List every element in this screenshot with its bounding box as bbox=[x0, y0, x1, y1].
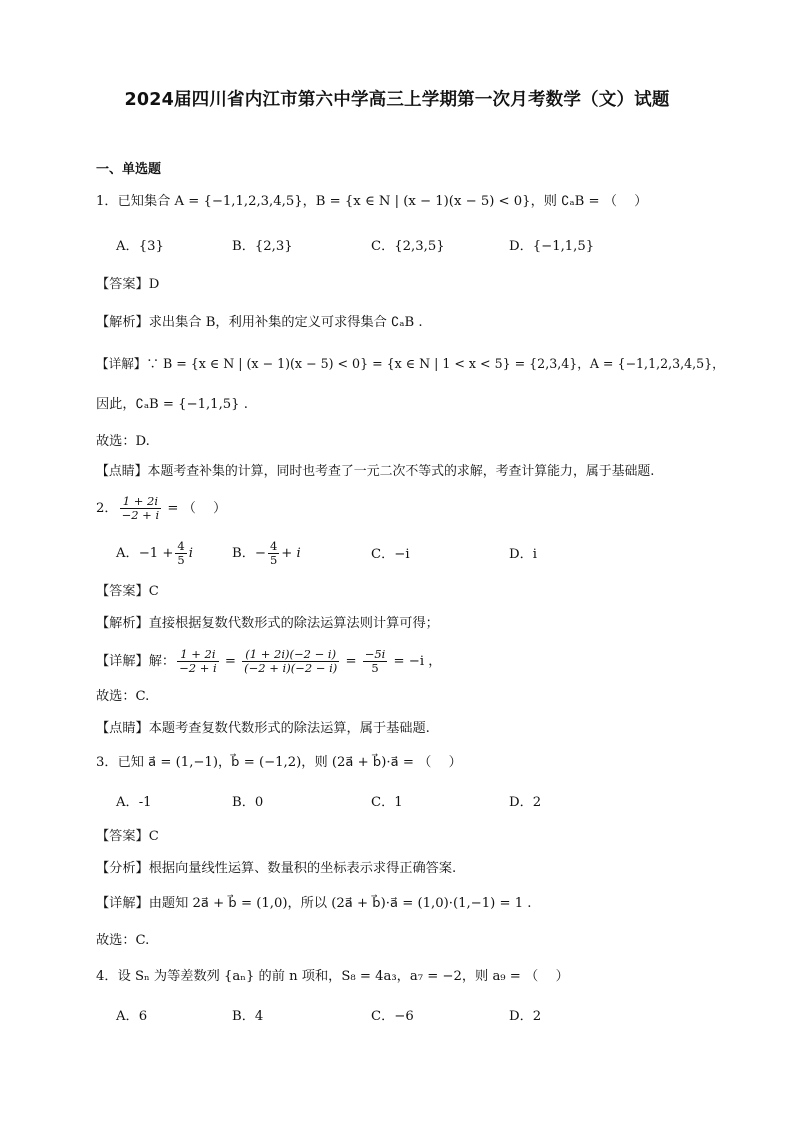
q2-option-b-denominator: 5 bbox=[269, 553, 278, 567]
q2-detail-f3-numerator: −5i bbox=[364, 647, 386, 661]
q2-detail-prefix: 【详解】解： bbox=[96, 654, 176, 669]
q2-option-b bbox=[232, 540, 301, 567]
q2-answer: 【答案】C bbox=[96, 584, 159, 599]
q2-detail-f3-denominator: 5 bbox=[371, 661, 379, 675]
q2-option-a-suffix: i bbox=[188, 546, 193, 561]
q2-detail-f2-numerator: (1 + 2i)(−2 − i) bbox=[242, 648, 339, 662]
q2-stem bbox=[96, 495, 226, 522]
q1-choose: 故选：D. bbox=[96, 434, 150, 449]
q2-option-a-denominator: 5 bbox=[177, 553, 185, 567]
q1-option-d: D．{−1,1,5} bbox=[509, 239, 595, 254]
q2-option-b-numerator: 4 bbox=[269, 539, 278, 553]
q2-option-a bbox=[116, 540, 193, 567]
q2-choose: 故选：C. bbox=[96, 689, 150, 704]
q3-option-a: A．-1 bbox=[116, 795, 152, 810]
q4-stem: 4．设 Sₙ 为等差数列 {aₙ} 的前 n 项和，S₈ = 4a₃，a₇ = −2，则 a₉ = （ ） bbox=[96, 969, 569, 984]
q1-option-c: C．{2,3,5} bbox=[371, 239, 445, 254]
q1-answer: 【答案】D bbox=[96, 277, 160, 292]
q1-stem: 1．已知集合 A = {−1,1,2,3,4,5}，B = {x ∈ N | (x − 1)(x − 5) < 0}，则 ∁ₐB = （ ） bbox=[96, 194, 648, 209]
q2-option-a-prefix: A．−1 + bbox=[116, 546, 174, 561]
q2-number: 2． bbox=[96, 501, 118, 516]
q3-option-c: C．1 bbox=[371, 795, 403, 810]
q2-fraction-denominator: −2 + i bbox=[121, 508, 160, 522]
q2-detail-fraction-3 bbox=[363, 648, 388, 675]
q4-option-d: D．2 bbox=[509, 1009, 542, 1024]
q2-detail: 【详解】解： $\frac{1 + 2i}{-2 + i}$ = $\frac{(1 + 2i)(-2 - i)}{(-2 + i)(-2 - i)}$ = $\frac{-5i}{5}$ = −i ， bbox=[96, 647, 442, 675]
q4-option-a: A．6 bbox=[116, 1009, 148, 1024]
q3-option-d: D．2 bbox=[509, 795, 542, 810]
page-title: 2024届四川省内江市第六中学高三上学期第一次月考数学（文）试题 bbox=[124, 90, 670, 110]
q1-option-b: B．{2,3} bbox=[232, 239, 293, 254]
q3-stem: 3．已知 a⃗ = (1,−1)，b⃗ = (−1,2)，则 (2a⃗ + b⃗)·a⃗ = （ ） bbox=[96, 755, 462, 770]
q2-analysis: 【解析】直接根据复数代数形式的除法运算法则计算可得； bbox=[96, 616, 439, 631]
q1-option-a: A．{3} bbox=[116, 239, 164, 254]
q1-detail: 【详解】∵ B = {x ∈ N | (x − 1)(x − 5) < 0} = {x ∈ N | 1 < x < 5} = {2,3,4}，A = {−1,1,2,3,4,5}， bbox=[96, 356, 725, 371]
q2-option-d: D．i bbox=[509, 547, 537, 562]
q2-detail-f1-numerator: 1 + 2i bbox=[177, 648, 219, 662]
q2-detail-f2-denominator: (−2 + i)(−2 − i) bbox=[244, 661, 338, 675]
q4-option-c: C．−6 bbox=[371, 1009, 414, 1024]
q3-answer: 【答案】C bbox=[96, 829, 159, 844]
q2-detail-fraction-1 bbox=[177, 648, 219, 675]
q1-therefore: 因此，∁ₐB = {−1,1,5} . bbox=[96, 397, 248, 412]
q2-stem-suffix: = （ ） bbox=[167, 501, 227, 516]
q2-comment: 【点睛】本题考查复数代数形式的除法运算，属于基础题. bbox=[96, 721, 430, 736]
section-heading: 一、单选题 bbox=[96, 162, 162, 177]
q2-option-a-numerator: 4 bbox=[177, 539, 185, 553]
q2-fraction-numerator: 1 + 2i bbox=[120, 495, 162, 509]
q2-fraction bbox=[120, 495, 162, 522]
q3-option-b: B．0 bbox=[232, 795, 264, 810]
q2-option-b-prefix: B．− bbox=[232, 546, 266, 561]
q1-comment: 【点睛】本题考查补集的计算，同时也考查了一元二次不等式的求解，考查计算能力，属于基础题. bbox=[96, 464, 655, 479]
q2-option-b-suffix: + i bbox=[281, 546, 301, 561]
q2-detail-fraction-2 bbox=[242, 648, 339, 675]
q2-detail-suffix: = −i ， bbox=[393, 654, 442, 669]
q2-option-a-fraction bbox=[175, 540, 186, 567]
q3-detail: 【详解】由题知 2a⃗ + b⃗ = (1,0)，所以 (2a⃗ + b⃗)·a⃗ = (1,0)·(1,−1) = 1 . bbox=[96, 896, 532, 911]
q3-analysis: 【分析】根据向量线性运算、数量积的坐标表示求得正确答案. bbox=[96, 861, 457, 876]
q2-detail-f1-denominator: −2 + i bbox=[179, 661, 217, 675]
q2-option-c: C．−i bbox=[371, 547, 410, 562]
q1-analysis: 【解析】求出集合 B，利用补集的定义可求得集合 ∁ₐB . bbox=[96, 315, 423, 330]
q2-option-b-fraction bbox=[268, 540, 279, 567]
q4-option-b: B．4 bbox=[232, 1009, 264, 1024]
q3-choose: 故选：C. bbox=[96, 933, 150, 948]
